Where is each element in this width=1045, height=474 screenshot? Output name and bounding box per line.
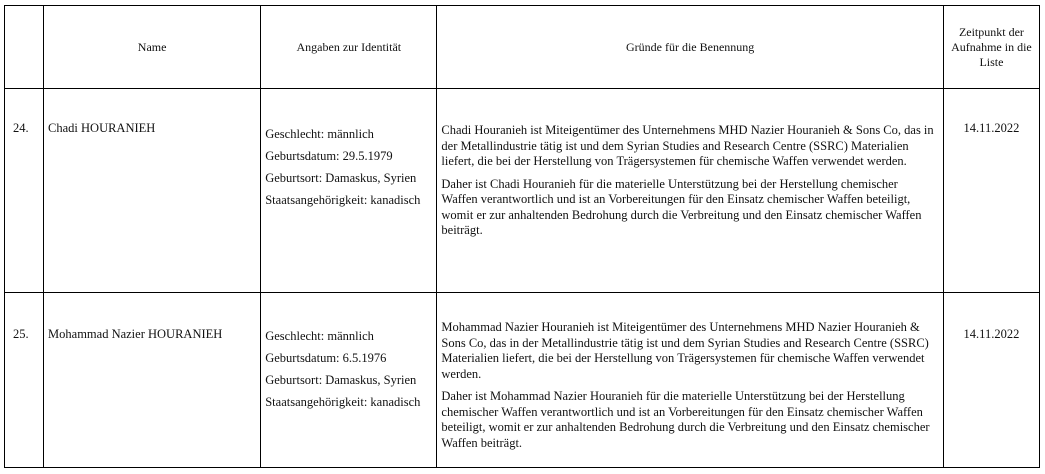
header-date: Zeitpunkt der Aufnahme in die Liste [943, 6, 1039, 89]
entry-number: 25. [13, 327, 29, 341]
grounds-paragraph: Daher ist Mohammad Nazier Houranieh für die materielle Unterstützung bei der Herstellung chemischer Waffen verantwortlich und ist an Vorbereitungen für den Einsatz chemischer Waffen beteiligt, womit er zur anhaltenden Bedrohung durch die Verbreitung und den Einsatz chemischer Waffen beiträgt. [441, 389, 930, 450]
identity-birthplace: Geburtsort: Damaskus, Syrien [265, 373, 417, 387]
identity-birthdate: Geburtsdatum: 6.5.1976 [265, 351, 387, 365]
grounds-cell [437, 293, 943, 468]
header-name: Name [44, 6, 261, 89]
entry-number-cell [5, 293, 44, 468]
entry-name: Chadi HOURANIEH [48, 121, 156, 135]
identity-birthplace: Geburtsort: Damaskus, Syrien [265, 171, 417, 185]
listing-date: 14.11.2022 [963, 121, 1020, 135]
header-row [5, 6, 1040, 89]
identity-cell [261, 293, 437, 468]
header-number [5, 6, 44, 89]
entry-name-cell [44, 89, 261, 293]
header-identity: Angaben zur Identität [261, 6, 437, 89]
sanctions-table [4, 5, 1040, 468]
entry-name: Mohammad Nazier HOURANIEH [48, 327, 223, 341]
entry-number: 24. [13, 121, 29, 135]
grounds-paragraph: Chadi Houranieh ist Miteigentümer des Unternehmens MHD Nazier Houranieh & Sons Co, das in der Metallindustrie tätig ist und dem Syrian Studies and Research Centre (SSRC) Materialien liefert, die bei der Herstellung von Trägersystemen für chemische Waffen verwendet werden. [441, 123, 934, 168]
listing-date: 14.11.2022 [963, 327, 1020, 341]
identity-nationality: Staatsangehörigkeit: kanadisch [265, 395, 421, 409]
grounds-paragraph: Daher ist Chadi Houranieh für die materielle Unterstützung bei der Herstellung chemischer Waffen verantwortlich und ist an Vorbereitungen für den Einsatz chemischer Waffen beteiligt, womit er zur anhaltenden Bedrohung durch die Verbreitung und den Einsatz chemischer Waffen beiträgt. [441, 176, 922, 237]
identity-nationality: Staatsangehörigkeit: kanadisch [265, 193, 421, 207]
grounds-paragraph: Mohammad Nazier Houranieh ist Miteigentümer des Unternehmens MHD Nazier Houranieh & Sons Co, das in der Metallindustrie tätig ist und dem Syrian Studies and Research Centre (SSRC) Materialien liefert, die bei der Herstellung von Trägersystemen für chemische Waffen verwendet werden. [441, 320, 929, 381]
grounds-cell [437, 89, 943, 293]
identity-gender: Geschlecht: männlich [265, 329, 374, 343]
identity-birthdate: Geburtsdatum: 29.5.1979 [265, 149, 393, 163]
entry-name-cell [44, 293, 261, 468]
table-row [5, 89, 1040, 293]
table-row [5, 293, 1040, 468]
identity-cell [261, 89, 437, 293]
listing-date-cell [943, 293, 1039, 468]
header-grounds: Gründe für die Benennung [437, 6, 943, 89]
entry-number-cell [5, 89, 44, 293]
listing-date-cell [943, 89, 1039, 293]
identity-gender: Geschlecht: männlich [265, 127, 374, 141]
